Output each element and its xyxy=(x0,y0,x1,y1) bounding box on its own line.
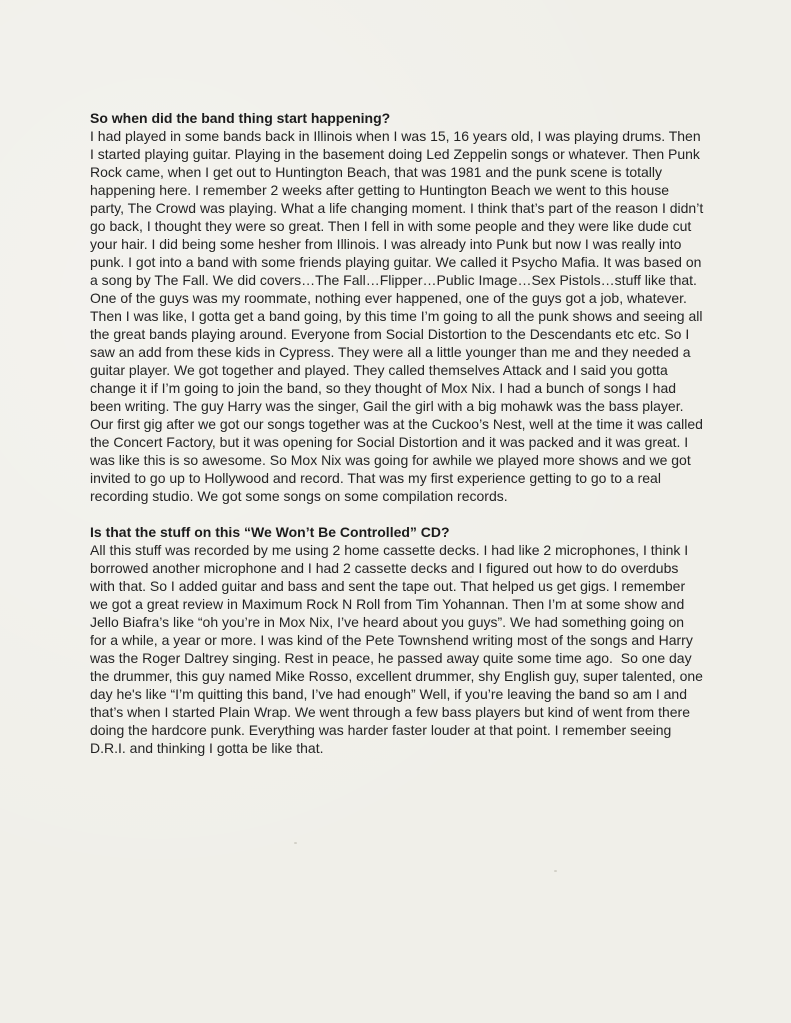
paper-speck xyxy=(294,842,297,844)
interview-text-block xyxy=(90,109,708,775)
interview-question: Is that the stuff on this “We Won’t Be Controlled” CD? xyxy=(90,524,450,540)
interview-section-band-start xyxy=(90,109,708,505)
interview-answer: I had played in some bands back in Illinois when I was 15, 16 years old, I was playing drums. Then I started playing guitar. Playing in the basement doing Led Zeppelin songs or whatever. Then Punk Rock came, when I get out to Huntington Beach, that was 1981 and the punk scene is totally happening here. I remember 2 weeks after getting to Huntington Beach we went to this house party, The Crowd was playing. What a life changing moment. I think that’s part of the reason I didn’t go back, I thought they were so great. Then I fell in with some people and they were like dude cut your hair. I did being some hesher from Illinois. I was already into Punk but now I was really into punk. I got into a band with some friends playing guitar. We called it Psycho Mafia. It was based on a song by The Fall. We did covers…The Fall…Flipper…Public Image…Sex Pistols…stuff like that. One of the guys was my roommate, nothing ever happened, one of the guys got a job, whatever. Then I was like, I gotta get a band going, by this time I’m going to all the punk shows and seeing all the great bands playing around. Everyone from Social Distortion to the Descendants etc etc. So I saw an add from these kids in Cypress. They were all a little younger than me and they needed a guitar player. We got together and played. They called themselves Attack and I said you gotta change it if I’m going to join the band, so they thought of Mox Nix. I had a bunch of songs I had been writing. The guy Harry was the singer, Gail the girl with a big mohawk was the bass player. Our first gig after we got our songs together was at the Cuckoo’s Nest, well at the time it was called the Concert Factory, but it was opening for Social Distortion and it was packed and it was great. I was like this is so awesome. So Mox Nix was going for awhile we played more shows and we got invited to go up to Hollywood and record. That was my first experience getting to go to a real recording studio. We got some songs on some compilation records. xyxy=(90,128,708,504)
interview-answer: All this stuff was recorded by me using 2 home cassette decks. I had like 2 microphones, I think I borrowed another microphone and I had 2 cassette decks and I figured out how to do overdubs with that. So I added guitar and bass and sent the tape out. That helped us get gigs. I remember we got a great review in Maximum Rock N Roll from Tim Yohannan. Then I’m at some show and Jello Biafra’s like “oh you’re in Mox Nix, I’ve heard about you guys”. We had something going on for a while, a year or more. I was kind of the Pete Townshend writing most of the songs and Harry was the Roger Daltrey singing. Rest in peace, he passed away quite some time ago. So one day the drummer, this guy named Mike Rosso, excellent drummer, shy English guy, super talented, one day he's like “I’m quitting this band, I’ve had enough” Well, if you’re leaving the band so am I and that’s when I started Plain Wrap. We went through a few bass players but kind of went from there doing the hardcore punk. Everything was harder faster louder at that point. I remember seeing D.R.I. and thinking I gotta be like that. xyxy=(90,542,707,756)
interview-question: So when did the band thing start happening? xyxy=(90,110,391,126)
paper-speck xyxy=(554,870,557,872)
interview-section-cd xyxy=(90,523,707,757)
